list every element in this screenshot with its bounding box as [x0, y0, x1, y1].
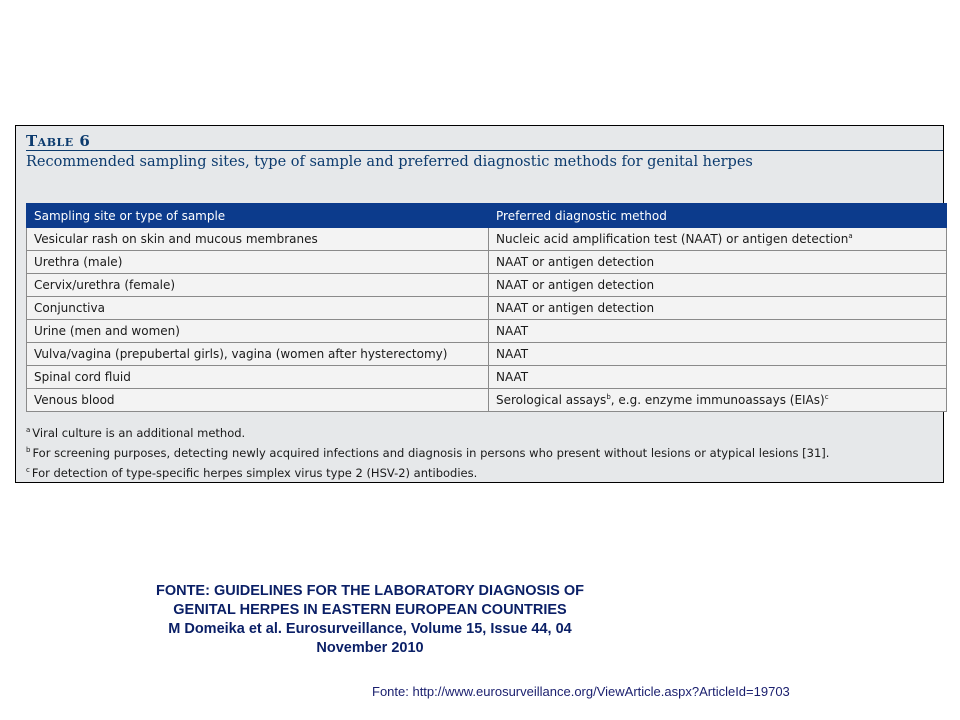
table-footnotes	[26, 423, 829, 483]
footnote	[26, 463, 829, 483]
footnote-mark: b	[26, 446, 31, 455]
footnote-mark: a	[26, 426, 31, 435]
footnote-marker: a	[848, 232, 853, 240]
cell-method-text: , e.g. enzyme immunoassays (EIAs)	[610, 393, 825, 407]
citation-line: FONTE: GUIDELINES FOR THE LABORATORY DIAGNOSIS OF	[155, 583, 585, 599]
cell-site: Vesicular rash on skin and mucous membranes	[27, 228, 489, 251]
footnote-marker: b	[606, 393, 611, 401]
cell-site: Spinal cord fluid	[27, 366, 489, 389]
cell-method: NAAT	[489, 366, 947, 389]
cell-method: NAAT or antigen detection	[489, 297, 947, 320]
heading-divider	[26, 150, 943, 151]
cell-method-pre: Serological assays	[496, 393, 607, 407]
citation-line: November 2010	[316, 640, 424, 656]
source-citation	[60, 582, 680, 658]
cell-site: Conjunctiva	[27, 297, 489, 320]
cell-method: NAAT or antigen detection	[489, 251, 947, 274]
column-header-method: Preferred diagnostic method	[489, 204, 947, 228]
cell-method-text: Nucleic acid amplification test (NAAT) or antigen detection	[496, 232, 849, 246]
footnote	[26, 423, 829, 443]
footnote-text: Viral culture is an additional method.	[32, 426, 246, 440]
table-row	[27, 343, 947, 366]
table-caption: Recommended sampling sites, type of sample and preferred diagnostic methods for genital herpes	[26, 154, 753, 170]
source-link: Fonte: http://www.eurosurveillance.org/ViewArticle.aspx?ArticleId=19703	[372, 684, 790, 699]
cell-site: Vulva/vagina (prepubertal girls), vagina (women after hysterectomy)	[27, 343, 489, 366]
cell-site: Urethra (male)	[27, 251, 489, 274]
table-row	[27, 297, 947, 320]
table-row	[27, 389, 947, 412]
table-header-row	[27, 204, 947, 228]
table-row	[27, 274, 947, 297]
citation-line: GENITAL HERPES IN EASTERN EUROPEAN COUNTRIES	[173, 602, 567, 618]
cell-site: Urine (men and women)	[27, 320, 489, 343]
table-row	[27, 228, 947, 251]
table-row	[27, 366, 947, 389]
table-row	[27, 320, 947, 343]
footnote	[26, 443, 829, 463]
cell-method: NAAT	[489, 343, 947, 366]
footnote-mark: c	[26, 466, 30, 475]
citation-line: M Domeika et al. Eurosurveillance, Volume 15, Issue 44, 04	[168, 621, 572, 637]
footnote-text: For screening purposes, detecting newly acquired infections and diagnosis in persons who present without lesions or atypical lesions [31].	[32, 446, 830, 460]
table-figure	[15, 125, 944, 483]
footnote-text: For detection of type-specific herpes simplex virus type 2 (HSV-2) antibodies.	[31, 466, 478, 480]
cell-method: NAAT or antigen detection	[489, 274, 947, 297]
cell-method	[489, 389, 947, 412]
column-header-site: Sampling site or type of sample	[27, 204, 489, 228]
table-number: Table 6	[26, 132, 91, 150]
table-row	[27, 251, 947, 274]
footnote-marker: c	[824, 393, 829, 401]
cell-site: Cervix/urethra (female)	[27, 274, 489, 297]
diagnostic-methods-table	[26, 203, 947, 412]
cell-site: Venous blood	[27, 389, 489, 412]
cell-method	[489, 228, 947, 251]
cell-method: NAAT	[489, 320, 947, 343]
